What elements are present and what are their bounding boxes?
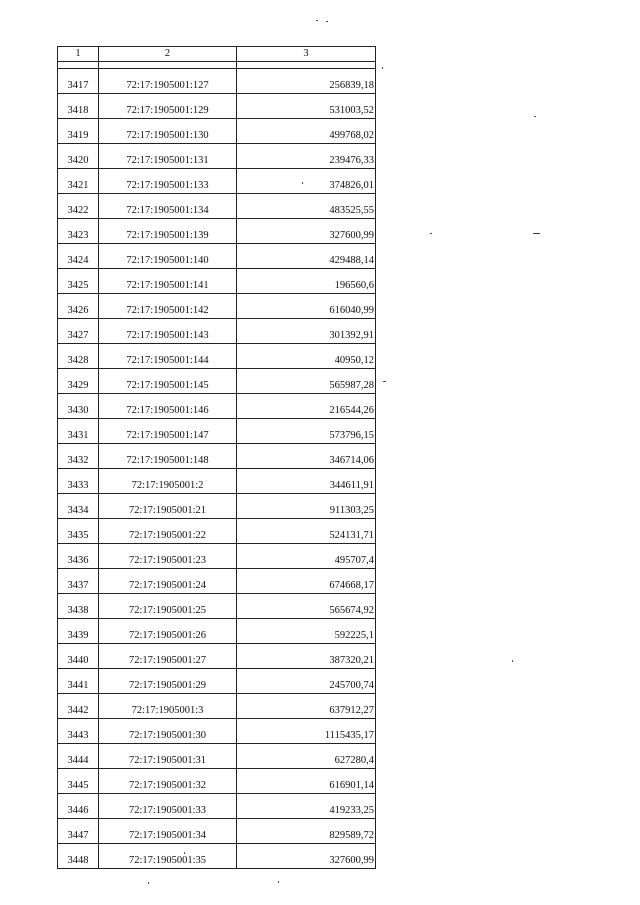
scan-speck	[316, 20, 318, 21]
table-row	[58, 544, 376, 569]
scan-speck	[302, 182, 303, 184]
row-number-cell: 3418	[58, 94, 99, 119]
cadastral-number-cell: 72:17:1905001:145	[99, 369, 237, 394]
cadastral-number-cell: 72:17:1905001:131	[99, 144, 237, 169]
row-number-cell: 3430	[58, 394, 99, 419]
table-body	[58, 69, 376, 869]
table-row	[58, 394, 376, 419]
cadastral-value-cell: 565987,28	[237, 369, 376, 394]
row-number-cell: 3424	[58, 244, 99, 269]
cadastral-value-cell: 419233,25	[237, 794, 376, 819]
cadastral-number-cell: 72:17:1905001:147	[99, 419, 237, 444]
table-header	[58, 47, 376, 69]
table-row	[58, 119, 376, 144]
cadastral-number-cell: 72:17:1905001:2	[99, 469, 237, 494]
cadastral-number-cell: 72:17:1905001:27	[99, 644, 237, 669]
table-row	[58, 569, 376, 594]
table-row	[58, 444, 376, 469]
row-number-cell: 3437	[58, 569, 99, 594]
row-number-cell: 3432	[58, 444, 99, 469]
cadastral-number-cell: 72:17:1905001:30	[99, 719, 237, 744]
cadastral-number-cell: 72:17:1905001:26	[99, 619, 237, 644]
header-row	[58, 47, 376, 62]
cadastral-number-cell: 72:17:1905001:24	[99, 569, 237, 594]
cadastral-number-cell: 72:17:1905001:140	[99, 244, 237, 269]
table-row	[58, 319, 376, 344]
cadastral-number-cell: 72:17:1905001:31	[99, 744, 237, 769]
table-row	[58, 719, 376, 744]
row-number-cell: 3433	[58, 469, 99, 494]
row-number-cell: 3434	[58, 494, 99, 519]
table-row	[58, 194, 376, 219]
cadastral-number-cell: 72:17:1905001:141	[99, 269, 237, 294]
row-number-cell: 3446	[58, 794, 99, 819]
row-number-cell: 3448	[58, 844, 99, 869]
row-number-cell: 3440	[58, 644, 99, 669]
cadastral-value-cell: 565674,92	[237, 594, 376, 619]
cadastral-value-cell: 627280,4	[237, 744, 376, 769]
cadastral-value-cell: 346714,06	[237, 444, 376, 469]
row-number-cell: 3447	[58, 819, 99, 844]
cadastral-value-table	[57, 46, 376, 869]
row-number-cell: 3441	[58, 669, 99, 694]
cadastral-number-cell: 72:17:1905001:25	[99, 594, 237, 619]
table-row	[58, 744, 376, 769]
table-row	[58, 169, 376, 194]
table-row	[58, 269, 376, 294]
table-row	[58, 644, 376, 669]
header-col-3: 3	[237, 47, 376, 62]
row-number-cell: 3423	[58, 219, 99, 244]
row-number-cell: 3444	[58, 744, 99, 769]
table-row	[58, 69, 376, 94]
cadastral-value-cell: 1115435,17	[237, 719, 376, 744]
row-number-cell: 3438	[58, 594, 99, 619]
table-row	[58, 619, 376, 644]
cadastral-number-cell: 72:17:1905001:130	[99, 119, 237, 144]
cadastral-number-cell: 72:17:1905001:22	[99, 519, 237, 544]
cadastral-number-cell: 72:17:1905001:21	[99, 494, 237, 519]
scan-speck	[184, 852, 185, 854]
table-row	[58, 669, 376, 694]
scan-speck	[430, 233, 432, 234]
row-number-cell: 3426	[58, 294, 99, 319]
table-row	[58, 94, 376, 119]
cadastral-number-cell: 72:17:1905001:32	[99, 769, 237, 794]
header-col-2: 2	[99, 47, 237, 62]
cadastral-value-cell: 245700,74	[237, 669, 376, 694]
row-number-cell: 3428	[58, 344, 99, 369]
table-row	[58, 844, 376, 869]
table-row	[58, 594, 376, 619]
cadastral-number-cell: 72:17:1905001:139	[99, 219, 237, 244]
row-number-cell: 3445	[58, 769, 99, 794]
table-row	[58, 769, 376, 794]
row-number-cell: 3443	[58, 719, 99, 744]
cadastral-value-cell: 524131,71	[237, 519, 376, 544]
row-number-cell: 3442	[58, 694, 99, 719]
cadastral-table-wrapper	[57, 46, 375, 869]
cadastral-number-cell: 72:17:1905001:29	[99, 669, 237, 694]
table-row	[58, 819, 376, 844]
cadastral-value-cell: 387320,21	[237, 644, 376, 669]
cadastral-value-cell: 637912,27	[237, 694, 376, 719]
cadastral-value-cell: 239476,33	[237, 144, 376, 169]
cadastral-value-cell: 327600,99	[237, 219, 376, 244]
scan-speck	[383, 381, 386, 382]
cadastral-value-cell: 301392,91	[237, 319, 376, 344]
cadastral-number-cell: 72:17:1905001:3	[99, 694, 237, 719]
cadastral-value-cell: 829589,72	[237, 819, 376, 844]
table-row	[58, 694, 376, 719]
cadastral-number-cell: 72:17:1905001:127	[99, 69, 237, 94]
table-row	[58, 244, 376, 269]
row-number-cell: 3417	[58, 69, 99, 94]
row-number-cell: 3431	[58, 419, 99, 444]
cadastral-number-cell: 72:17:1905001:129	[99, 94, 237, 119]
row-number-cell: 3425	[58, 269, 99, 294]
scan-speck	[148, 882, 149, 884]
cadastral-number-cell: 72:17:1905001:23	[99, 544, 237, 569]
table-row	[58, 494, 376, 519]
header-spacer-row	[58, 62, 376, 69]
table-row	[58, 144, 376, 169]
cadastral-number-cell: 72:17:1905001:33	[99, 794, 237, 819]
row-number-cell: 3422	[58, 194, 99, 219]
row-number-cell: 3435	[58, 519, 99, 544]
scan-speck	[512, 660, 513, 662]
table-row	[58, 344, 376, 369]
header-col-1: 1	[58, 47, 99, 62]
cadastral-value-cell: 592225,1	[237, 619, 376, 644]
cadastral-value-cell: 40950,12	[237, 344, 376, 369]
cadastral-value-cell: 374826,01	[237, 169, 376, 194]
cadastral-value-cell: 911303,25	[237, 494, 376, 519]
cadastral-value-cell: 216544,26	[237, 394, 376, 419]
cadastral-number-cell: 72:17:1905001:144	[99, 344, 237, 369]
cadastral-number-cell: 72:17:1905001:34	[99, 819, 237, 844]
cadastral-value-cell: 616901,14	[237, 769, 376, 794]
cadastral-value-cell: 531003,52	[237, 94, 376, 119]
table-row	[58, 369, 376, 394]
row-number-cell: 3421	[58, 169, 99, 194]
cadastral-number-cell: 72:17:1905001:142	[99, 294, 237, 319]
cadastral-value-cell: 483525,55	[237, 194, 376, 219]
cadastral-value-cell: 429488,14	[237, 244, 376, 269]
table-row	[58, 469, 376, 494]
row-number-cell: 3429	[58, 369, 99, 394]
scan-speck	[326, 21, 328, 22]
cadastral-number-cell: 72:17:1905001:143	[99, 319, 237, 344]
cadastral-number-cell: 72:17:1905001:35	[99, 844, 237, 869]
cadastral-value-cell: 256839,18	[237, 69, 376, 94]
scan-speck	[533, 233, 540, 234]
row-number-cell: 3420	[58, 144, 99, 169]
cadastral-value-cell: 196560,6	[237, 269, 376, 294]
scan-speck	[382, 67, 383, 69]
row-number-cell: 3436	[58, 544, 99, 569]
table-row	[58, 219, 376, 244]
table-row	[58, 294, 376, 319]
table-row	[58, 519, 376, 544]
cadastral-value-cell: 616040,99	[237, 294, 376, 319]
cadastral-value-cell: 495707,4	[237, 544, 376, 569]
cadastral-value-cell: 344611,91	[237, 469, 376, 494]
row-number-cell: 3439	[58, 619, 99, 644]
row-number-cell: 3419	[58, 119, 99, 144]
table-row	[58, 419, 376, 444]
cadastral-number-cell: 72:17:1905001:134	[99, 194, 237, 219]
cadastral-number-cell: 72:17:1905001:133	[99, 169, 237, 194]
cadastral-value-cell: 573796,15	[237, 419, 376, 444]
cadastral-value-cell: 499768,02	[237, 119, 376, 144]
cadastral-value-cell: 674668,17	[237, 569, 376, 594]
table-row	[58, 794, 376, 819]
scan-speck	[278, 881, 279, 883]
row-number-cell: 3427	[58, 319, 99, 344]
scan-speck	[534, 116, 536, 117]
cadastral-number-cell: 72:17:1905001:146	[99, 394, 237, 419]
cadastral-value-cell: 327600,99	[237, 844, 376, 869]
cadastral-number-cell: 72:17:1905001:148	[99, 444, 237, 469]
